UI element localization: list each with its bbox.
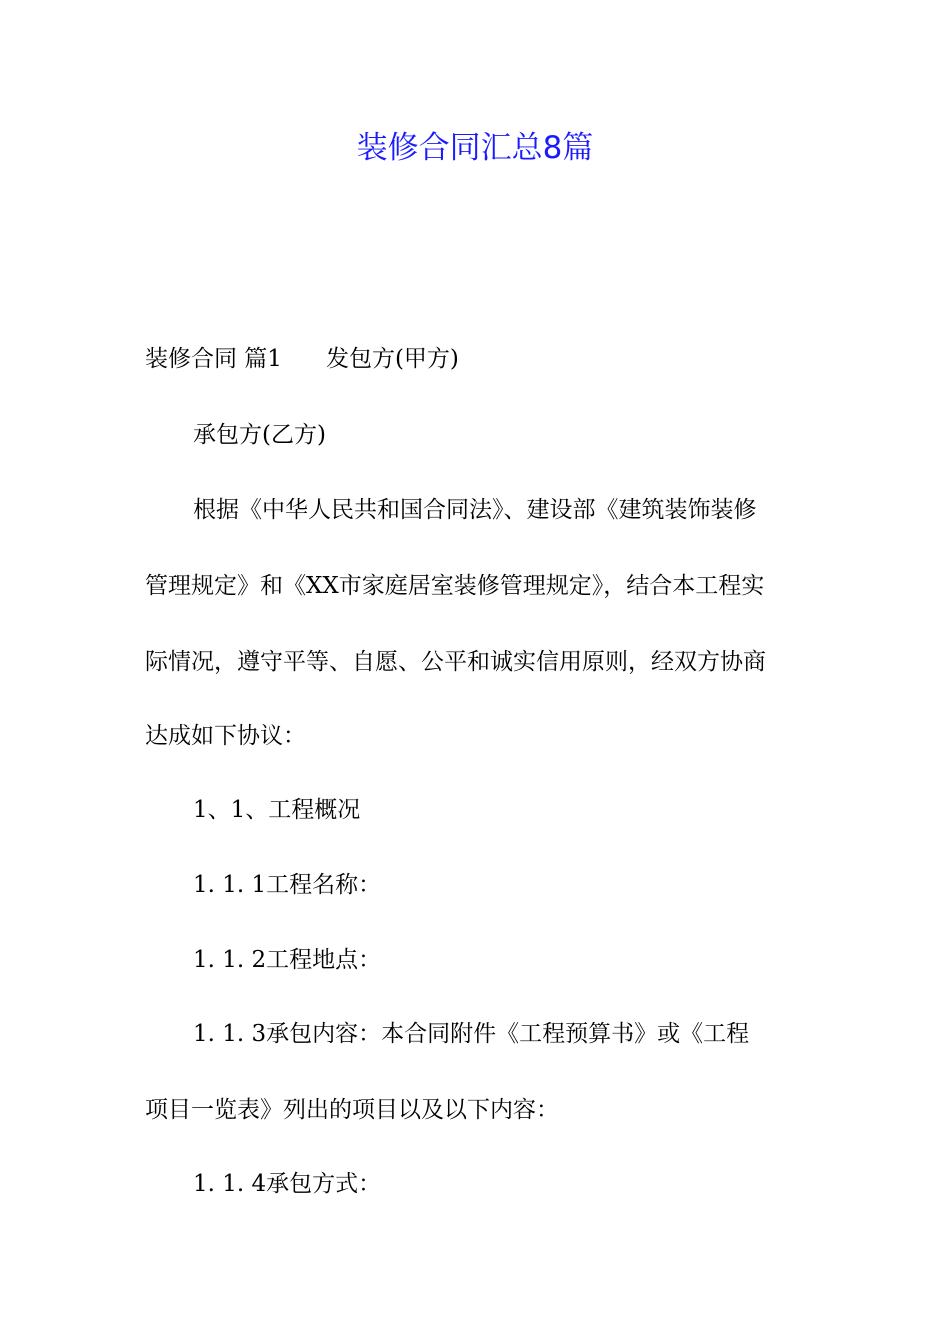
paragraph-line: 达成如下协议：: [145, 723, 306, 749]
paragraph-line: 际情况，遵守平等、自愿、公平和诚实信用原则，经双方协商: [145, 649, 766, 675]
clause-contract-scope: 1. 1. 3承包内容：本合同附件《工程预算书》或《工程: [193, 1021, 750, 1047]
paragraph-line: 根据《中华人民共和国合同法》、建设部《建筑装饰装修: [193, 497, 757, 523]
article-heading: 装修合同 篇1: [145, 346, 282, 372]
clause-contract-scope-cont: 项目一览表》列出的项目以及以下内容：: [145, 1097, 559, 1123]
article-heading-line: [145, 342, 810, 376]
paragraph-line: 管理规定》和《XX市家庭居室装修管理规定》，结合本工程实: [145, 573, 765, 599]
section-heading: 1、1、工程概况: [193, 797, 361, 823]
clause-contract-method: 1. 1. 4承包方式：: [193, 1171, 382, 1197]
party-a-label: 发包方(甲方): [325, 346, 459, 372]
clause-project-name: 1. 1. 1工程名称：: [193, 872, 382, 898]
party-b-label: 承包方(乙方): [193, 422, 326, 448]
clause-project-location: 1. 1. 2工程地点：: [193, 947, 382, 973]
document-title: 装修合同汇总8篇: [356, 130, 594, 166]
